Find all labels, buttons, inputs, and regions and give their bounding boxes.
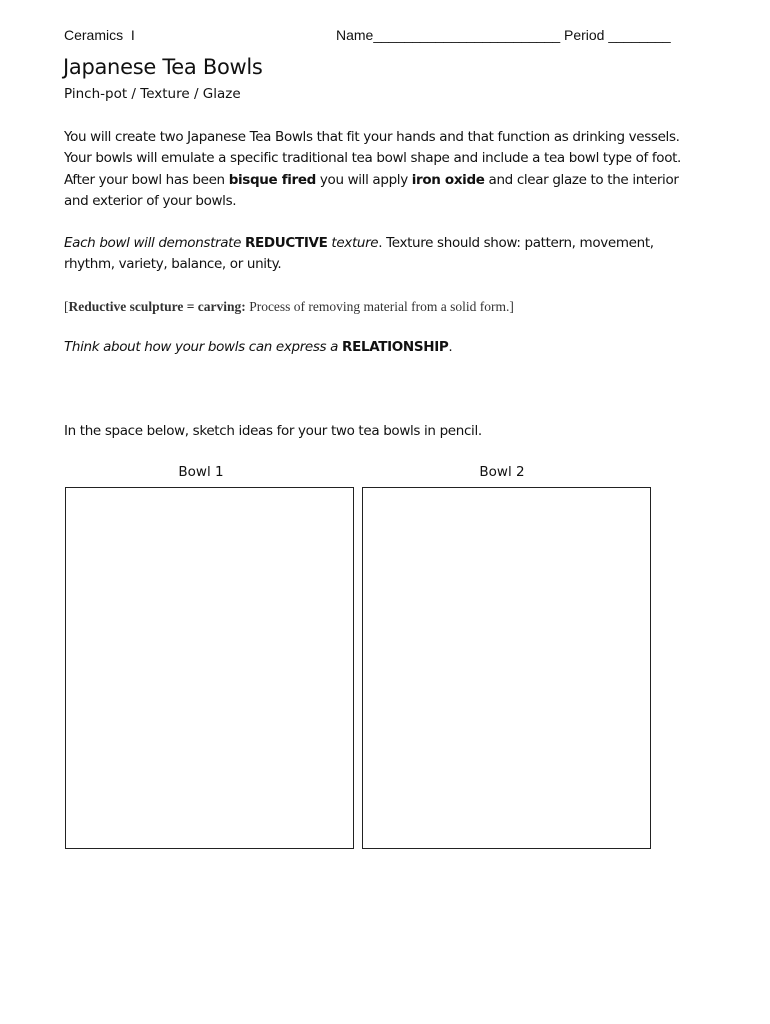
definition-text: Process of removing material from a solid form.] — [245, 299, 514, 314]
bowl-2-label: Bowl 2 — [479, 464, 525, 480]
relationship-paragraph — [64, 337, 704, 358]
intro-bold-bisque: bisque fired — [228, 171, 316, 188]
page-title: Japanese Tea Bowls — [63, 55, 263, 79]
intro-text-3: and clear glaze to the interior and exterior of your bowls. — [64, 171, 679, 209]
course-label: Ceramics I — [64, 27, 135, 43]
definition-paragraph — [64, 296, 704, 317]
period-field: Period ________ — [564, 27, 671, 43]
intro-text-2: you will apply — [315, 171, 412, 188]
texture-text: . Texture should show: pattern, movement, rhythm, variety, balance, or unity. — [64, 235, 654, 273]
page-subtitle: Pinch-pot / Texture / Glaze — [64, 86, 241, 102]
relationship-italic: Think about how your bowls can express a — [64, 339, 343, 355]
bowl-1-label: Bowl 1 — [178, 464, 224, 480]
definition-open: [ — [64, 299, 69, 314]
intro-paragraph — [64, 127, 704, 212]
definition-bold: Reductive sculpture = carving: — [68, 299, 246, 314]
bowl-2-sketch-box[interactable] — [362, 487, 651, 849]
header-row — [64, 27, 704, 47]
name-field: Name________________________ — [336, 27, 561, 43]
relationship-bold: RELATIONSHIP — [342, 339, 449, 355]
texture-paragraph — [64, 233, 704, 276]
sketch-instruction: In the space below, sketch ideas for your two tea bowls in pencil. — [64, 423, 482, 439]
texture-italic-1: Each bowl will demonstrate — [64, 235, 246, 251]
texture-italic-2: texture — [327, 235, 379, 251]
intro-text-1: You will create two Japanese Tea Bowls that fit your hands and that function as drinking vessels. Your bowls will emulate a specific traditional tea bowl shape and include a tea bowl type of foot. After your bowl has been — [64, 129, 681, 188]
texture-bold-reductive: REDUCTIVE — [245, 235, 328, 251]
intro-bold-iron-oxide: iron oxide — [411, 171, 485, 188]
relationship-end: . — [448, 339, 453, 355]
bowl-1-sketch-box[interactable] — [65, 487, 354, 849]
